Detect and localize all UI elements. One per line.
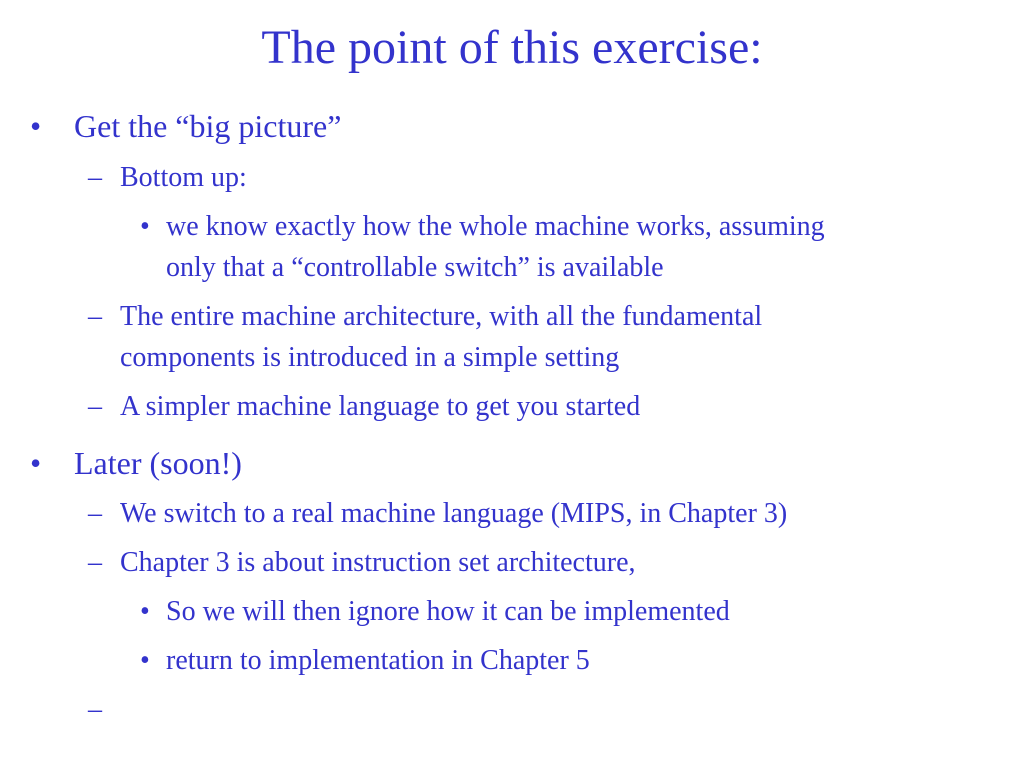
bullet-marker: •	[140, 211, 150, 242]
sub-item-line: The entire machine architecture, with all the fundamental	[120, 301, 763, 332]
bullet-marker: •	[30, 108, 42, 144]
bullet-marker: •	[140, 596, 150, 627]
sub-sub-item-line: we know exactly how the whole machine works, assuming	[166, 211, 825, 242]
bullet-text: Later (soon!)	[74, 445, 242, 481]
sub-sub-item-text: return to implementation in Chapter 5	[166, 645, 590, 676]
dash-marker: –	[88, 547, 102, 578]
dash-marker: –	[88, 694, 102, 725]
sub-item-text: Chapter 3 is about instruction set architecture,	[120, 547, 636, 578]
sub-sub-item-line: only that a “controllable switch” is available	[166, 252, 664, 283]
bullet-marker: •	[30, 445, 42, 481]
dash-marker: –	[88, 498, 102, 529]
sub-item-line: components is introduced in a simple setting	[120, 342, 620, 373]
bullet-marker: •	[140, 645, 150, 676]
dash-marker: –	[88, 162, 102, 193]
slide-title: The point of this exercise:	[261, 21, 763, 74]
sub-item-text: A simpler machine language to get you started	[120, 391, 641, 422]
bullet-text: Get the “big picture”	[74, 108, 342, 144]
dash-marker: –	[88, 301, 102, 332]
sub-item-text: We switch to a real machine language (MIPS, in Chapter 3)	[120, 498, 788, 529]
dash-marker: –	[88, 391, 102, 422]
sub-sub-item-text: So we will then ignore how it can be implemented	[166, 596, 730, 627]
sub-item-text: Bottom up:	[120, 162, 247, 193]
